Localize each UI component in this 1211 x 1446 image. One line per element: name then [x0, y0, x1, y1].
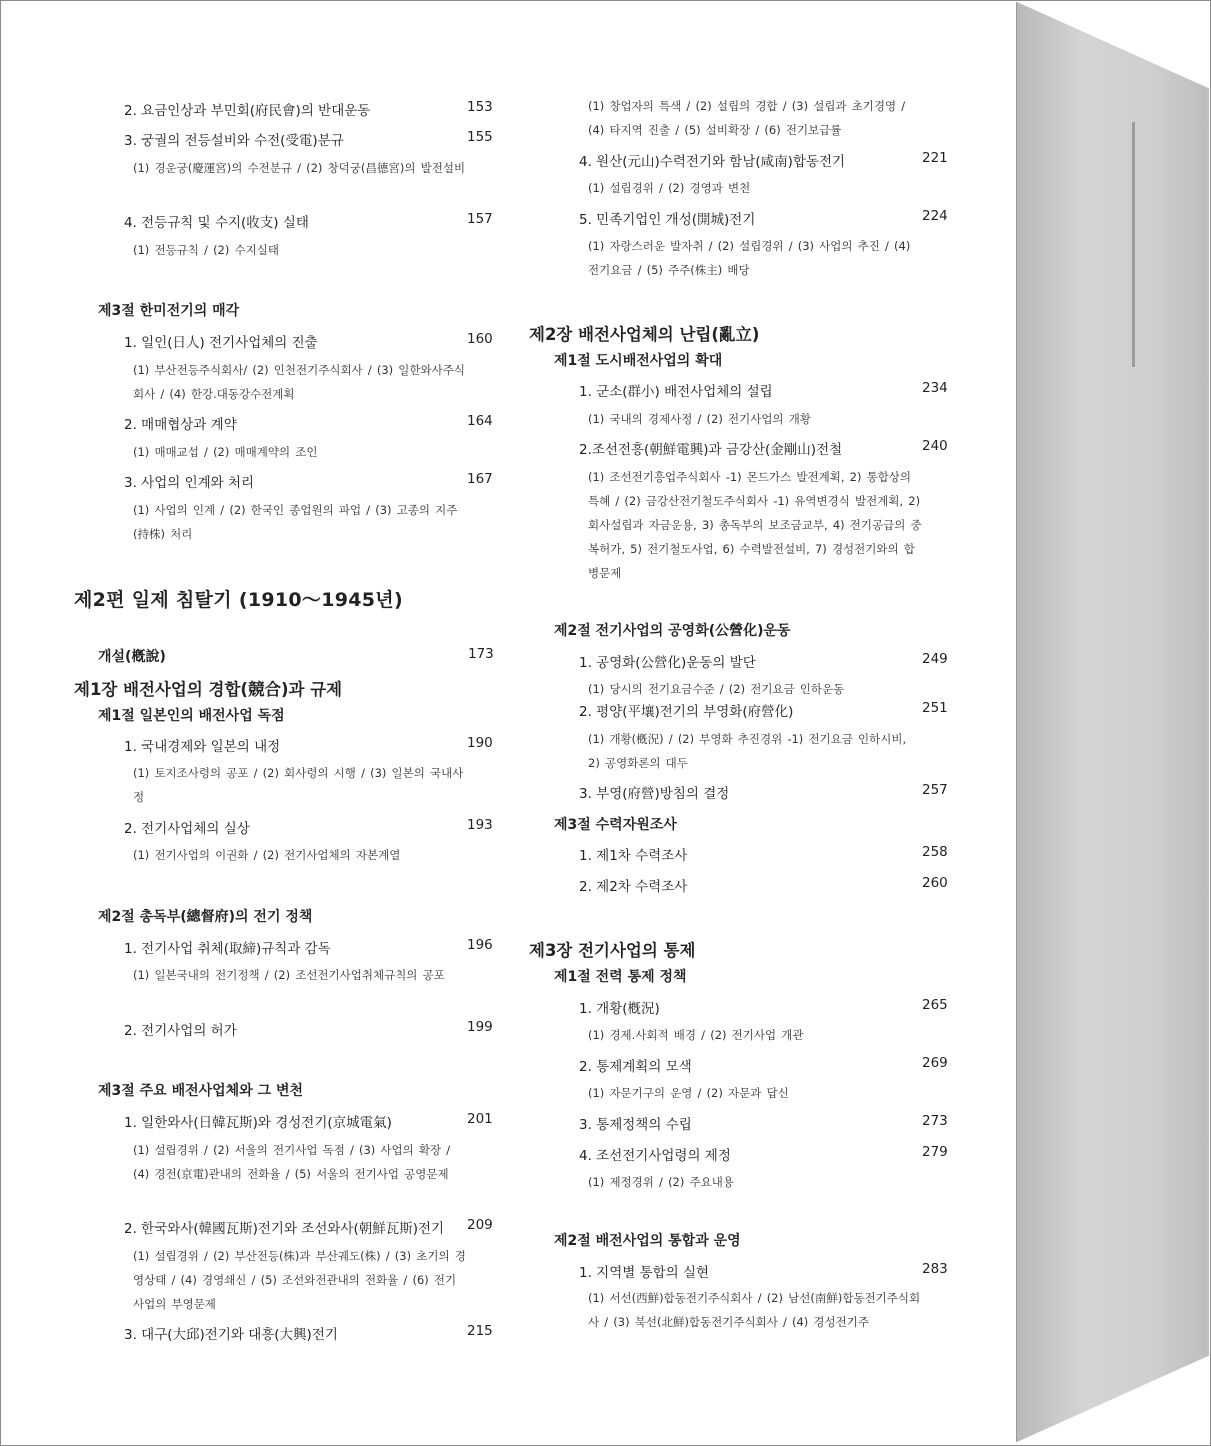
page-number: 283	[922, 1261, 948, 1277]
toc-subentries: (1) 토지조사령의 공포 / (2) 회사령의 시행 / (3) 일본의 국내사정	[133, 766, 464, 804]
toc-subentries: (1) 매매교섭 / (2) 매매계약의 조인	[133, 445, 318, 459]
page-number: 196	[467, 937, 493, 953]
toc-entry: 1. 군소(群小) 배전사업체의 설립	[579, 384, 773, 400]
page-number: 251	[922, 700, 948, 716]
toc-subentries: (1) 제정경위 / (2) 주요내용	[588, 1175, 734, 1189]
toc-entry: 1. 제1차 수력조사	[579, 848, 688, 864]
page-number: 215	[467, 1323, 493, 1339]
page-number: 279	[922, 1144, 948, 1160]
page-edge-line	[1132, 122, 1135, 367]
toc-subentries: (1) 설립경위 / (2) 경영과 변천	[588, 181, 751, 195]
section-heading: 제2절 총독부(總督府)의 전기 정책	[98, 909, 313, 925]
section-heading: 제1절 도시배전사업의 확대	[554, 353, 723, 369]
toc-entry: 2. 제2차 수력조사	[579, 879, 688, 895]
toc-entry: 1. 지역별 통합의 실현	[579, 1265, 710, 1281]
page-number: 209	[467, 1217, 493, 1233]
page-number: 269	[922, 1055, 948, 1071]
toc-subentries: (1) 전기사업의 이권화 / (2) 전기사업체의 자본계열	[133, 848, 401, 862]
section-heading: 제1절 일본인의 배전사업 독점	[98, 708, 285, 724]
chapter-heading: 제3장 전기사업의 통제	[529, 941, 696, 960]
toc-subentries: (1) 일본국내의 전기정책 / (2) 조선전기사업취체규칙의 공포	[133, 968, 445, 982]
page-number: 249	[922, 651, 948, 667]
page-number: 190	[467, 735, 493, 751]
section-heading: 제3절 주요 배전사업체와 그 변천	[98, 1083, 304, 1099]
toc-subentries: (1) 경제.사회적 배경 / (2) 전기사업 개관	[588, 1028, 804, 1042]
toc-subentries: (1) 국내의 경제사정 / (2) 전기사업의 개황	[588, 412, 811, 426]
page-number: 273	[922, 1113, 948, 1129]
toc-entry: 2. 전기사업의 허가	[124, 1023, 237, 1039]
toc-entry: 1. 개황(槪況)	[579, 1001, 660, 1017]
page-number: 257	[922, 782, 948, 798]
page-number: 199	[467, 1019, 493, 1035]
page-number: 160	[467, 331, 493, 347]
toc-subentries: (1) 서선(西鮮)합동전기주식회사 / (2) 남선(南鮮)합동전기주식회사 / (3) 북선(北鮮)합동전기주식회사 / (4) 경성전기주	[588, 1291, 921, 1329]
page-number: 265	[922, 997, 948, 1013]
toc-entry: 1. 전기사업 취체(取締)규칙과 감독	[124, 941, 331, 957]
toc-entry: 1. 일인(日人) 전기사업체의 진출	[124, 335, 318, 351]
toc-subentries: (1) 당시의 전기요금수준 / (2) 전기요금 인하운동	[588, 682, 845, 696]
section-heading: 제1절 전력 통제 정책	[554, 969, 687, 985]
page-number: 193	[467, 817, 493, 833]
page-number: 224	[922, 208, 948, 224]
page-number: 221	[922, 150, 948, 166]
part-heading: 제2편 일제 침탈기 (1910～1945년)	[74, 589, 403, 611]
toc-entry: 2. 한국와사(韓國瓦斯)전기와 조선와사(朝鮮瓦斯)전기	[124, 1221, 445, 1237]
page-number: 240	[922, 438, 948, 454]
page-number: 258	[922, 844, 948, 860]
toc-subentries: (1) 조선전기흥업주식회사 -1) 몬드가스 발전계획, 2) 통합상의 특혜 / (2) 금강산전기철도주식회사 -1) 유역변경식 발전계획, 2) 회사설립과 자금운용, 3) 총독부의 보조금교부, 4) 전기공급의 중복허가, 5) 전기철도사업, 6) 수력발전설비, 7) 경성전기와의 합병문제	[588, 470, 922, 580]
toc-entry: 3. 대구(大邱)전기와 대흥(大興)전기	[124, 1327, 338, 1343]
toc-entry: 1. 국내경제와 일본의 내정	[124, 739, 281, 755]
toc-entry: 1. 공영화(公營化)운동의 발단	[579, 655, 756, 671]
toc-entry: 4. 조선전기사업령의 제정	[579, 1148, 731, 1164]
book-page-edge	[1017, 2, 1209, 1442]
page-number: 155	[467, 129, 493, 145]
toc-entry: 3. 부영(府營)방침의 결정	[579, 786, 730, 802]
toc-entry: 4. 전등규칙 및 수지(收支) 실태	[124, 215, 309, 231]
toc-subentries: (1) 창업자의 특색 / (2) 설립의 경합 / (3) 설립과 초기경영 / (4) 타지역 진출 / (5) 설비확장 / (6) 전기보급률	[588, 99, 906, 137]
page-number: 173	[468, 646, 494, 662]
toc-entry: 4. 원산(元山)수력전기와 함남(咸南)합동전기	[579, 154, 846, 170]
toc-entry: 2. 전기사업체의 실상	[124, 821, 250, 837]
toc-entry: 1. 일한와사(日韓瓦斯)와 경성전기(京城電氣)	[124, 1115, 392, 1131]
section-heading: 개설(槪說)	[98, 649, 166, 665]
toc-subentries: (1) 전등규칙 / (2) 수지실태	[133, 243, 279, 257]
chapter-heading: 제2장 배전사업체의 난립(亂立)	[529, 325, 760, 344]
toc-entry: 2.조선전흥(朝鮮電興)과 금강산(金剛山)전철	[579, 442, 843, 458]
toc-subentries: (1) 부산전등주식회사/ (2) 인천전기주식회사 / (3) 일한와사주식회사 / (4) 한강.대동강수전계획	[133, 363, 465, 401]
toc-entry: 3. 궁궐의 전등설비와 수전(受電)분규	[124, 133, 344, 149]
page-number: 167	[467, 471, 493, 487]
page-number: 164	[467, 413, 493, 429]
toc-entry: 2. 요금인상과 부민회(府民會)의 반대운동	[124, 103, 371, 119]
book-page	[2, 2, 1017, 1442]
page-number: 234	[922, 380, 948, 396]
toc-subentries: (1) 설립경위 / (2) 서울의 전기사업 독점 / (3) 사업의 확장 / (4) 경전(京電)관내의 전화율 / (5) 서울의 전기사업 공영문제	[133, 1143, 451, 1181]
toc-entry: 3. 사업의 인계와 처리	[124, 475, 255, 491]
toc-entry: 5. 민족기업인 개성(開城)전기	[579, 212, 756, 228]
toc-subentries: (1) 사업의 인계 / (2) 한국인 종업원의 파업 / (3) 고종의 지주(持株) 처리	[133, 503, 458, 541]
toc-subentries: (1) 설립경위 / (2) 부산전등(株)과 부산궤도(株) / (3) 초기의 경영상태 / (4) 경영쇄신 / (5) 조선와전관내의 전화율 / (6) 전기사업의 부영문제	[133, 1249, 466, 1311]
section-heading: 제2절 배전사업의 통합과 운영	[554, 1233, 741, 1249]
toc-entry: 2. 평양(平壤)전기의 부영화(府營化)	[579, 704, 794, 720]
toc-entry: 2. 통제계획의 모색	[579, 1059, 692, 1075]
chapter-heading: 제1장 배전사업의 경합(競合)과 규제	[74, 680, 343, 699]
page-number: 201	[467, 1111, 493, 1127]
section-heading: 제2절 전기사업의 공영화(公營化)운동	[554, 623, 791, 639]
page-number: 157	[467, 211, 493, 227]
toc-entry: 3. 통제정책의 수립	[579, 1117, 692, 1133]
section-heading: 제3절 수력자원조사	[554, 817, 677, 833]
toc-subentries: (1) 개황(槪況) / (2) 부영화 추진경위 -1) 전기요금 인하시비, 2) 공영화론의 대두	[588, 732, 907, 770]
toc-subentries: (1) 자랑스러운 발자취 / (2) 설립경위 / (3) 사업의 추진 / (4) 전기요금 / (5) 주주(株主) 배당	[588, 239, 911, 277]
page-number: 260	[922, 875, 948, 891]
toc-entry: 2. 매매협상과 계약	[124, 417, 237, 433]
section-heading: 제3절 한미전기의 매각	[98, 303, 240, 319]
toc-subentries: (1) 경운궁(慶運宮)의 수전분규 / (2) 창덕궁(昌德宮)의 발전설비	[133, 161, 466, 175]
page-number: 153	[467, 99, 493, 115]
toc-subentries: (1) 자문기구의 운영 / (2) 자문과 답신	[588, 1086, 789, 1100]
